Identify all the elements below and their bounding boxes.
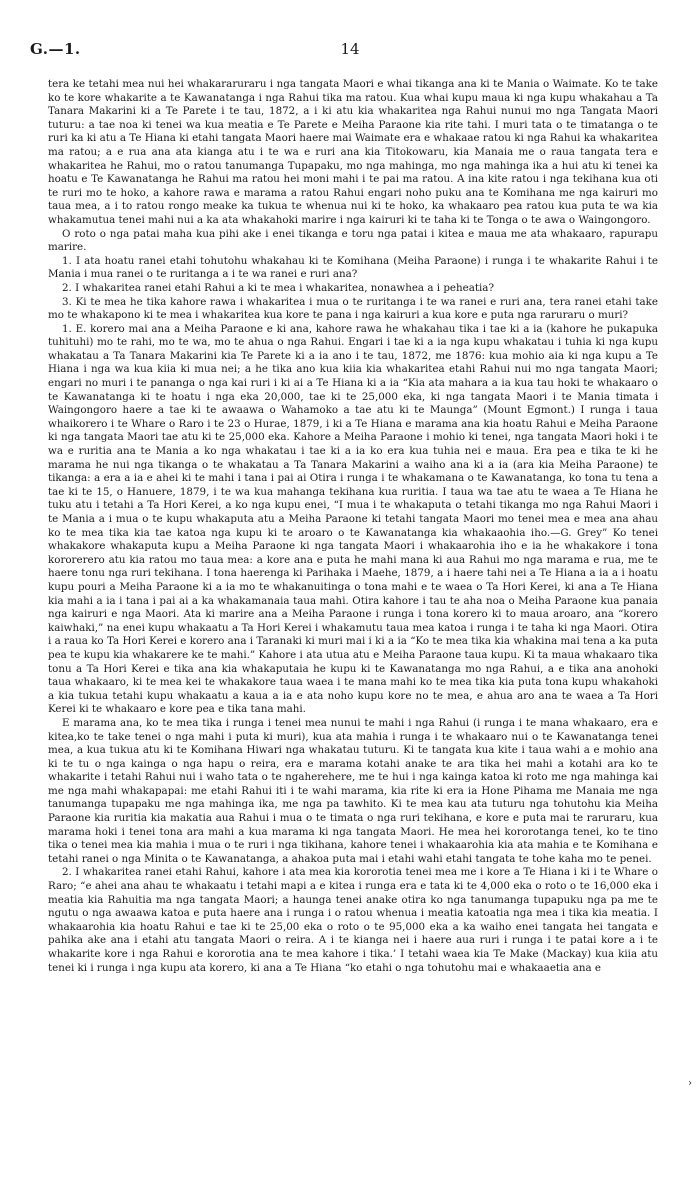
answer-2: 2. I whakaritea ranei etahi Rahui, kahore i ata mea kia kororotia tenei mea me i kore a Te Hiana i ki i te Whare o Raro; “e ahei ana ahau te whakaatu i tetahi mapi a e kitea i runga era e tata ki te 4,000 eka o roto o te 16,000 eka i meatia kia Rahuitia ma nga tangata Maori; a haunga tenei anake otira ko nga tanumanga tupapuku nga pa me te ngutu o nga awaawa katoa e puta haere ana i runga i o ratou whenua i meatia katoatia nga mea i tika kia meatia. I whakaarohia kia hoatu Rahui e tae ki te 25,00 eka o roto o te 95,000 eka a ka waiho enei tangata hei tangata e pahika ake ana i etahi atu tangata Maori o reira. A i te kianga nei i haere aua ruri i runga i te patai kore a i te whakarite kore i nga Rahui e kororotia ana te mea kahore i tika.’ I tetahi waea kia Te Make (Mackay) kua kiia atu tenei ki i runga i nga kupu ata korero, ki ana a Te Hiana “ko etahi o nga tohutohu mai e whakaaetia ana e [48,866,658,974]
paragraph-continuation: tera ke tetahi mea nui hei whakararuraru i nga tangata Maori e whai tikanga ana ki te Mania o Waimate. Ko te take ko te kore whakarite a te Kawanatanga i nga Rahui tika ma ratou. Kua whai kupu maua ki nga kupu whakahau a Ta Tanara Makarini ki a Te Parete i te tau, 1872, a i ki atu kia whakaritea nga Rahui nunui mo nga Tangata Maori tuturu: a tae noa ki tenei wa kua meatia e Te Parete e Meiha Paraone kia rite tahi. I muri tata o te timatanga o te ruri ka ki atu a Te Hiana ki etahi tangata Maori haere mai Waimate era e whakaae ratou ki nga Rahui ka whakaritea ma ratou; a e rua ana ata kianga atu i te wa e ruri ana kia Titokowaru, kia Manaia me o raua tangata tera e whakaritea he Rahui, mo o ratou tanumanga Tupapaku, mo nga mahinga, mo nga mahinga ika a hui atu ki tenei ka hoatu e Te Kawanatanga he Rahui ma ratou hei moni mahi i te pai ma ratou. A ina kite ratou i nga tekihana kua oti te ruri mo te hoko, a kahore rawa e marama a ratou Rahui engari noho puku ana te Komihana me nga kairuri mo taua mea, a i to ratou rongo meake ka tukua te whenua nui ki te hoko, ka whakaaro pea ratou kua puta te wa kia whakamutua tenei mahi nui a ka ata whakahoki marire i nga kairuri ki te taha ki te Tonga o te awa o Waingongoro. [48,78,658,226]
page-number: 14 [340,40,360,58]
question-2: 2. I whakaritea ranei etahi Rahui a ki te mea i whakaritea, nonawhea a i peheatia? [62,281,494,294]
margin-mark: › [688,1078,692,1089]
question-3: 3. Ki te mea he tika kahore rawa i whakaritea i mua o te ruritanga i te wa ranei e ruri ana, tera ranei etahi take mo te whakapono ki te mea i whakaritea kua kore te pana i nga kairuri a kua kore e puta nga raruraru o muri? [48,295,658,322]
page-header [30,40,670,62]
paragraph-questions-intro: O roto o nga patai maha kua pihi ake i enei tikanga e toru nga patai i kitea e maua me ata whakaaro, rapurapu marire. [48,227,658,254]
question-1: 1. I ata hoatu ranei etahi tohutohu whakahau ki te Komihana (Meiha Paraone) i runga i te whakarite Rahui i te Mania i mua ranei o te ruritanga a i te wa ranei e ruri ana? [48,254,658,281]
answer-1-conclusion: E marama ana, ko te mea tika i runga i tenei mea nunui te mahi i nga Rahui (i runga i te mana whakaaro, era e kitea,ko te take tenei o nga mahi i puta ki muri), kua ata mahia i runga i te whakaaro nui o te Kawanatanga tenei mea, a kua tukua atu ki te Komihana Hiwari nga whakatau tuturu. Ki te tangata kua kite i taua wahi a e mohio ana ki te tu o nga kainga o nga hapu o reira, era e marama kotahi anake te ara tika hei mahi a kotahi ara ko te whakarite i tetahi Rahui nui i waho tata o te ngaherehere, me te hui i nga kainga katoa ki roto me nga mahinga kai me nga mahi whakapapai: me etahi Rahui iti i te wahi marama, kia rite ki era ia Hone Pihama me Manaia me nga tanumanga tupapaku me nga mahinga ika, me nga pa tawhito. Ki te mea kau ata tuturu nga tohutohu kia Meiha Paraone kia ruritia kia makatia aua Rahui i mua o te timata o nga ruri tekihana, e kore e puta mai te raruraru, kua marama hoki i tenei tona ara mahi a kua marama ki nga tangata Maori. He mea hei kororotanga tenei, ko te tino tika o tenei mea kia mahia i mua o te ruri i nga tikihana, kahore tenei i whakaarohia kia ata mahia e te Komihana e tetahi ranei o nga Minita o te Kawanatanga, a ahakoa puta mai i etahi wahi etahi tangata te tohe kaha mo te penei. [48,716,658,865]
document-reference: G.—1. [30,40,81,58]
answer-1: 1. E. korero mai ana a Meiha Paraone e ki ana, kahore rawa he whakahau tika i tae ki a ia (kahore he pukapuka tuhituhi) mo te rahi, mo te wa, mo te ahua o nga Rahui. Engari i tae ki a ia nga kupu whakatau i tuhia ki nga kupu whakatau a Ta Tanara Makarini kia Te Parete ki a ia ano i te tau, 1872, me 1876: kua mohio aia ki nga kupu a Te Hiana i nga wa kua kiia ki mua nei; a he tika ano kua kiia kia whakaritea etahi Rahui nui mo nga tangata Maori; engari no muri i te pananga o nga kai ruri i ki ai a Te Hiana ki a ia “Kia ata mahara a ia kua tau hoki te whakaaro o te Kawanatanga ki te hoatu i nga eka 20,000, tae ki te 25,000 eka, ki nga tangata Maori i te Mania timata i Waingongoro haere a tae ki te awaawa o Wahamoko a tae atu ki te Maunga” (Mount Egmont.) I runga i taua whaikorero i te Whare o Raro i te 23 o Hurae, 1879, i ki a Te Hiana e marama ana kia hoatu Rahui e Meiha Paraone ki nga tangata Maori tae atu ki te 25,000 eka. Kahore a Meiha Paraone i mohio ki tenei, nga tangata Maori hoki i te wa e ruritia ana te Mania a ko nga whakatau i tae ki a ia ko era kua tuhia nei e maua. Era pea e tika te ki he marama he nui nga tikanga o te whakatau a Ta Tanara Makarini a waiho ana ki a ia (ara kia Meiha Paraone) te tikanga: a era a ia e ahei ki te mahi i tana i pai ai Otira i runga i te whakamana o te Kawanatanga, ko tona tu tena a tae ki te 15, o Hanuere, 1879, i te wa kua mahanga tekihana kua ruritia. I taua wa tae atu te waea a Te Hiana he tuku atu i tetahi a Ta Hori Kerei, a ko nga kupu enei, “I mua i te whakaputa o tetahi tikanga mo nga Rahui Maori i te Mania a i mua o te kupu whakaputa atu a Meiha Paraone ki tetahi tangata Maori mo tenei mea e mea ana ahau ko te mea tika kia tae katoa nga kupu ki te aroaro o te Kawanatanga kia whakaaohia iho.—G. Grey” Ko tenei whakakore whakaputa kupu a Meiha Paraone ki nga tangata Maori i whakaarohia iho e ia he whakakore i tona kororerero atu kia ratou mo taua mea: a kore ana e puta he mahi mana ki aua Rahui mo nga marama e rua, me te haere tonu nga ruri tekihana. I tona haerenga ki Parihaka i Maehe, 1879, a i haere tahi nei a Te Hiana a ia a i hoatu kupu pouri a Meiha Paraone ki a ia mo te whakanuitinga o tona mahi e te waea o Ta Hori Kerei, ki ana a Te Hiana kia mahi a ia i tana i pai ai a ka whakamanaia taua mahi. Otira kahore i tau te aha noa o Meiha Paraone kua panaia nga kairuri e nga Maori. Ata ki marire ana a Meiha Paraone i runga i tona korero ki to maua aroaro, ana “korero kaiwhaki,” na enei kupu whakaatu a Ta Hori Kerei i whakamutu taua mea katoa i runga i te taha ki nga Maori. Otira i a raua ko Ta Hori Kerei e korero ana i Taranaki ki muri mai i ki a ia “Ko te mea tika kia whakina mai tena a ka puta pea te kupu kia whakarere ke te mahi.” Kahore i ata utua atu e Meiha Paraone taua kupu. Ki ta maua whakaaro tika tonu a Ta Hori Kerei e tika ana kia whakaputaia he kupu ki te Kawanatanga mo nga Rahui, a e tika ana anohoki taua whakaaro, ki te mea kei te whakakore taua waea i te mana mahi ko te mea tika kia puta tona kupu whakahoki a kia tukua tetahi kupu whakaatu a kaua a ia e ata noho kupu kore no te mea, e ahua aro ana te waea a Ta Hori Kerei ki te whakaaro e kore pea e tika tana mahi. [48,322,658,716]
body-text [48,78,658,975]
